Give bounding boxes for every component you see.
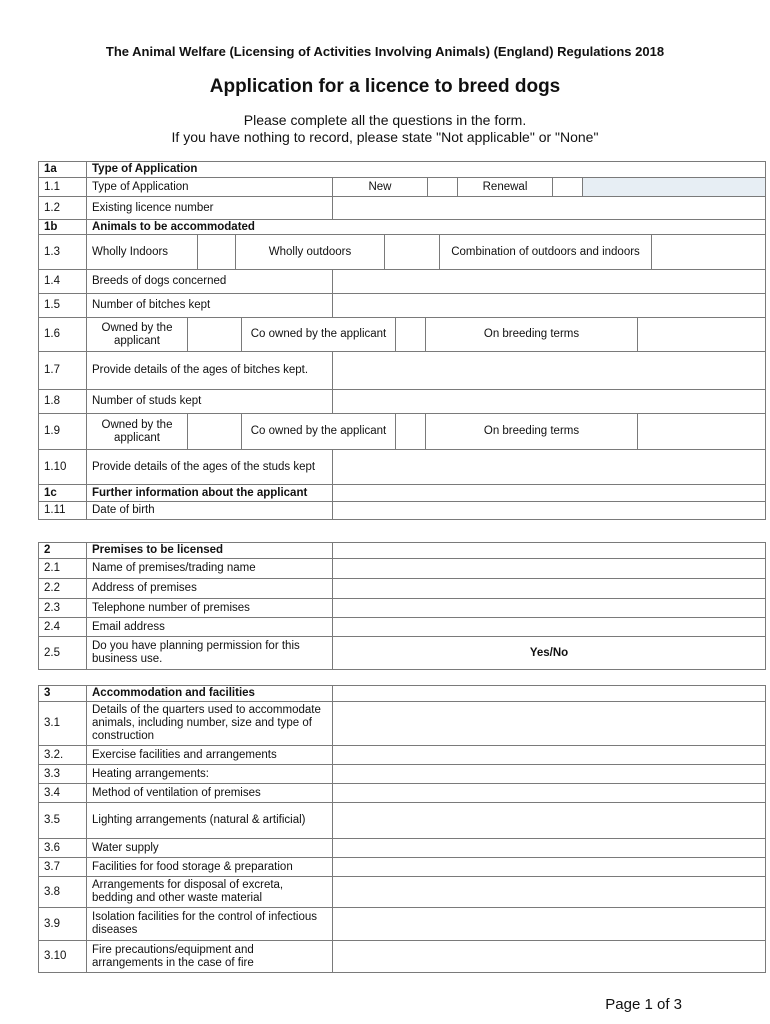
row-1-6 — [39, 317, 765, 351]
row-1-10 — [39, 449, 765, 484]
section-title: Type of Application — [86, 162, 765, 177]
row-3-4 — [39, 783, 765, 802]
row-number: 3 — [44, 687, 51, 699]
water-supply-input[interactable] — [332, 839, 765, 857]
row-number: 3.4 — [44, 786, 60, 799]
row-number: 3.10 — [44, 950, 67, 962]
section-title: Further information about the applicant — [86, 485, 332, 501]
option-combination-label: Combination of outdoors and indoors — [439, 235, 651, 269]
breeding-terms-checkbox[interactable] — [637, 318, 765, 351]
section-2-table — [38, 542, 766, 670]
row-number: 3.9 — [44, 917, 60, 930]
field-label: Number of bitches kept — [86, 294, 332, 317]
ages-of-studs-input[interactable] — [332, 450, 765, 484]
section-1-table — [38, 161, 766, 520]
heating-input[interactable] — [332, 765, 765, 783]
row-number: 1.11 — [44, 504, 66, 516]
renewal-checkbox[interactable] — [552, 178, 582, 196]
field-label: Isolation facilities for the control of infectious diseases — [86, 908, 332, 940]
ages-of-bitches-input[interactable] — [332, 352, 765, 389]
row-number: 3.7 — [44, 860, 60, 873]
instruction-line-1: Please complete all the questions in the form. — [243, 112, 527, 128]
option-coowned-label: Co owned by the applicant — [241, 318, 395, 351]
form-title: Application for a licence to breed dogs — [209, 76, 561, 97]
row-number: 1.10 — [44, 460, 67, 473]
premises-telephone-input[interactable] — [332, 599, 765, 617]
row-2-5 — [39, 636, 765, 669]
blank-cell — [332, 485, 765, 501]
row-number: 3.8 — [44, 885, 60, 898]
field-label: Exercise facilities and arrangements — [86, 746, 332, 764]
email-address-input[interactable] — [332, 618, 765, 636]
blank-cell — [332, 543, 765, 558]
row-3-5 — [39, 802, 765, 838]
row-number: 1.6 — [44, 328, 60, 340]
row-number: 3.3 — [44, 767, 60, 780]
premises-address-input[interactable] — [332, 579, 765, 598]
row-number: 2.5 — [44, 646, 60, 659]
field-label: Name of premises/trading name — [86, 559, 332, 578]
row-number: 1a — [44, 163, 57, 175]
option-renewal-label: Renewal — [457, 178, 552, 196]
row-1-8 — [39, 389, 765, 413]
row-3-6 — [39, 838, 765, 857]
row-3-8 — [39, 876, 765, 907]
field-label: Heating arrangements: — [86, 765, 332, 783]
row-number: 3.1 — [44, 717, 60, 729]
row-3-7 — [39, 857, 765, 876]
section-heading-1a — [39, 162, 765, 177]
option-wholly-outdoors-label: Wholly outdoors — [235, 235, 384, 269]
field-label: Provide details of the ages of the studs kept — [86, 450, 332, 484]
row-number: 1.8 — [44, 395, 60, 407]
coowned-checkbox[interactable] — [395, 414, 425, 449]
page-number: Page 1 of 3 — [605, 996, 682, 1013]
row-number: 2.2 — [44, 582, 60, 594]
row-number: 1.5 — [44, 299, 60, 311]
field-label: Existing licence number — [86, 197, 332, 219]
existing-licence-number-input[interactable] — [332, 197, 765, 219]
field-label: Fire precautions/equipment and arrangements in the case of fire — [86, 941, 332, 972]
field-label: Telephone number of premises — [86, 599, 332, 617]
wholly-indoors-checkbox[interactable] — [197, 235, 235, 269]
option-owned-label: Owned by the applicant — [86, 414, 187, 449]
row-number: 1.1 — [44, 180, 60, 193]
breeding-terms-checkbox[interactable] — [637, 414, 765, 449]
row-3-2 — [39, 745, 765, 764]
section-heading-2 — [39, 543, 765, 558]
breeds-input[interactable] — [332, 270, 765, 293]
fire-precautions-input[interactable] — [332, 941, 765, 972]
row-3-3 — [39, 764, 765, 783]
row-number: 1.4 — [44, 275, 60, 287]
row-1-5 — [39, 293, 765, 317]
shaded-cell — [582, 178, 765, 196]
premises-name-input[interactable] — [332, 559, 765, 578]
date-of-birth-input[interactable] — [332, 502, 765, 519]
row-1-7 — [39, 351, 765, 389]
section-heading-1c — [39, 484, 765, 501]
owned-checkbox[interactable] — [187, 414, 241, 449]
option-breeding-terms-label: On breeding terms — [425, 414, 637, 449]
number-of-bitches-input[interactable] — [332, 294, 765, 317]
field-label: Breeds of dogs concerned — [86, 270, 332, 293]
row-number: 1.2 — [44, 201, 60, 214]
row-1-11 — [39, 501, 765, 519]
combination-checkbox[interactable] — [651, 235, 765, 269]
section-3-table — [38, 685, 766, 973]
row-3-1 — [39, 701, 765, 745]
section-title: Premises to be licensed — [86, 543, 332, 558]
row-number: 1.7 — [44, 364, 60, 376]
field-label: Type of Application — [86, 178, 332, 196]
row-number: 1.3 — [44, 245, 60, 258]
waste-disposal-input[interactable] — [332, 877, 765, 907]
ventilation-input[interactable] — [332, 784, 765, 802]
row-number: 1c — [44, 486, 57, 499]
field-label: Date of birth — [86, 502, 332, 519]
option-owned-label: Owned by the applicant — [86, 318, 187, 351]
row-number: 1b — [44, 220, 58, 233]
quarters-details-input[interactable] — [332, 702, 765, 745]
field-label: Number of studs kept — [86, 390, 332, 413]
field-label: Arrangements for disposal of excreta, bedding and other waste material — [86, 877, 332, 907]
planning-permission-answer[interactable]: Yes/No — [332, 637, 765, 669]
row-1-3 — [39, 234, 765, 269]
row-number: 3.5 — [44, 814, 60, 826]
section-heading-3 — [39, 686, 765, 701]
instruction-line-2: If you have nothing to record, please state "Not applicable" or "None" — [171, 129, 599, 145]
regulation-heading: The Animal Welfare (Licensing of Activities Involving Animals) (England) Regulations 2018 — [105, 44, 665, 59]
row-number: 2.1 — [44, 562, 60, 574]
field-label: Do you have planning permission for this business use. — [86, 637, 332, 669]
field-label: Lighting arrangements (natural & artificial) — [86, 803, 332, 838]
row-2-2 — [39, 578, 765, 598]
section-title: Animals to be accommodated — [86, 220, 765, 234]
field-label: Provide details of the ages of bitches kept. — [86, 352, 332, 389]
row-3-10 — [39, 940, 765, 972]
row-number: 2 — [44, 544, 51, 556]
owned-checkbox[interactable] — [187, 318, 241, 351]
isolation-facilities-input[interactable] — [332, 908, 765, 940]
row-3-9 — [39, 907, 765, 940]
row-2-4 — [39, 617, 765, 636]
field-label: Address of premises — [86, 579, 332, 598]
blank-cell — [332, 686, 765, 701]
row-1-1 — [39, 177, 765, 196]
field-label: Water supply — [86, 839, 332, 857]
row-1-2 — [39, 196, 765, 219]
row-number: 3.2. — [44, 748, 64, 761]
row-number: 2.3 — [44, 601, 60, 614]
row-2-3 — [39, 598, 765, 617]
lighting-input[interactable] — [332, 803, 765, 838]
row-number: 2.4 — [44, 620, 60, 633]
row-number: 1.9 — [44, 425, 60, 437]
option-new-label: New — [332, 178, 427, 196]
field-label: Facilities for food storage & preparation — [86, 858, 332, 876]
exercise-facilities-input[interactable] — [332, 746, 765, 764]
instructions — [0, 112, 770, 146]
row-1-9 — [39, 413, 765, 449]
field-label: Details of the quarters used to accommodate animals, including number, size and type of construction — [86, 702, 332, 745]
new-checkbox[interactable] — [427, 178, 457, 196]
wholly-outdoors-checkbox[interactable] — [384, 235, 439, 269]
section-title: Accommodation and facilities — [86, 686, 332, 701]
row-2-1 — [39, 558, 765, 578]
section-heading-1b — [39, 219, 765, 234]
food-storage-input[interactable] — [332, 858, 765, 876]
number-of-studs-input[interactable] — [332, 390, 765, 413]
coowned-checkbox[interactable] — [395, 318, 425, 351]
field-label: Method of ventilation of premises — [86, 784, 332, 802]
row-1-4 — [39, 269, 765, 293]
row-number: 3.6 — [44, 841, 60, 854]
option-coowned-label: Co owned by the applicant — [241, 414, 395, 449]
field-label: Email address — [86, 618, 332, 636]
option-breeding-terms-label: On breeding terms — [425, 318, 637, 351]
option-wholly-indoors-label: Wholly Indoors — [86, 235, 197, 269]
